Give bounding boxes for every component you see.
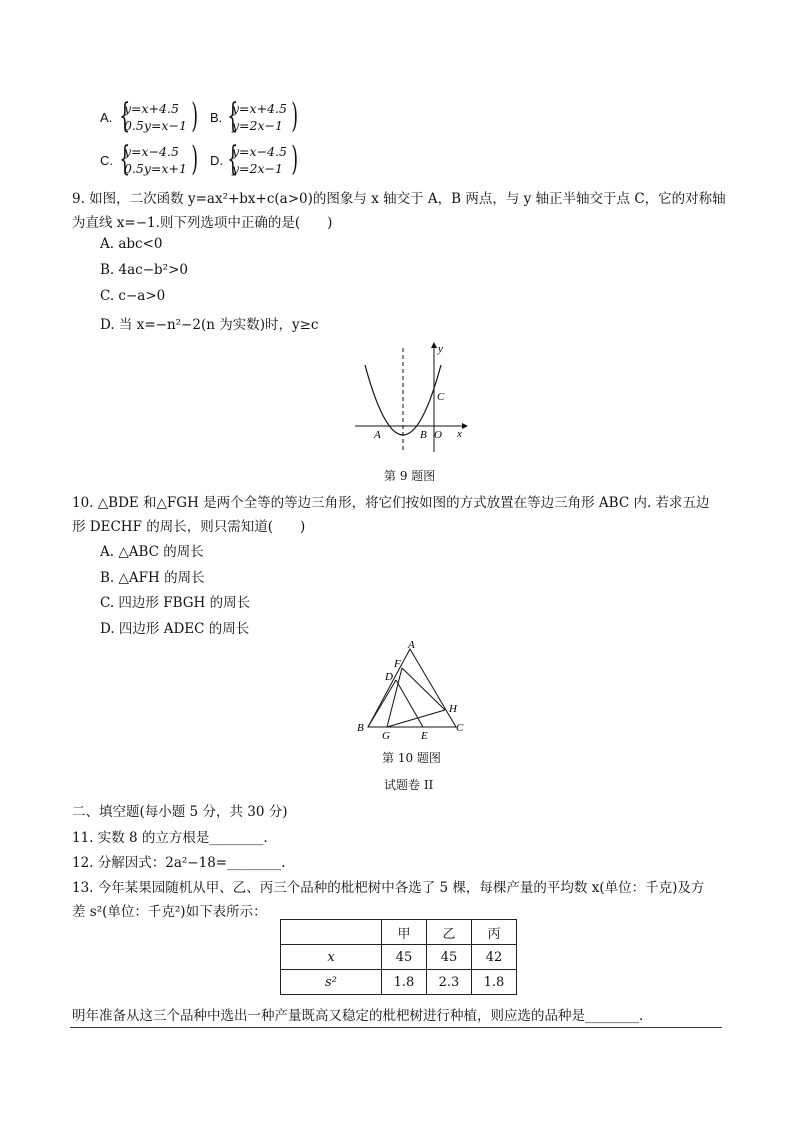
q13-stem-line2: 差 s²(单位：千克²)如下表所示： [72,904,267,920]
q13-data-table [280,919,517,995]
label-g: G [382,730,390,742]
q10-stem-line1: 10. △BDE 和△FGH 是两个全等的等边三角形，将它们按如图的方式放置在等边三角形 ABC 内. 若求五边 [72,495,710,511]
q13-stem-line1: 13. 今年某果园随机从甲、乙、丙三个品种的枇杷树中各选了 5 棵，每棵产量的平均数 x(单位：千克)及方 [72,880,705,896]
label-y: y [438,343,443,355]
table-header-cell [281,920,382,945]
segment-gh [387,710,445,727]
right-paren: ) [291,96,298,136]
table-cell: 45 [427,945,472,970]
q10-option-b: B. △AFH 的周长 [100,570,205,586]
table-cell: s² [281,970,382,995]
section-title: 试题卷 II [384,778,434,792]
q10-option-d: D. 四边形 ADEC 的周长 [100,621,250,637]
q10-option-a: A. △ABC 的周长 [100,544,204,560]
equation: y=x−4.5 [232,144,287,159]
label-b: B [357,722,364,734]
table-cell: 1.8 [472,970,517,995]
table-cell: 42 [472,945,517,970]
equation: y=x+4.5 [232,101,287,116]
table-cell: 45 [382,945,427,970]
equation: y=x+4.5 [124,101,179,116]
equation: 0.5y=x+1 [124,161,187,176]
segment-bd [368,680,396,727]
table-row [281,945,517,970]
q10-option-c: C. 四边形 FBGH 的周长 [100,595,251,611]
right-paren: ) [191,96,198,136]
q10-stem-line2: 形 DECHF 的周长，则只需知道( ) [72,519,306,535]
q12: 12. 分解因式：2a²−18=________. [72,855,286,871]
label-a: A [374,429,381,441]
left-brace: { [227,96,239,136]
equation: y=2x−1 [232,118,283,133]
equation: 0.5y=x−1 [124,118,187,133]
label-b: B [420,429,427,441]
option-letter: B. [210,110,223,125]
q13-stem-line3: 明年准备从这三个品种中选出一种产量既高又稳定的枇杷树进行种植，则应选的品种是________. [72,1008,644,1024]
table-cell: 2.3 [427,970,472,995]
right-paren: ) [191,139,198,179]
table-header-row [281,920,517,945]
label-f: F [394,658,401,670]
left-brace: { [119,139,131,179]
label-e: E [421,730,428,742]
q9-stem-line2: 为直线 x=−1.则下列选项中正确的是( ) [72,215,333,231]
triangle-abc [368,649,456,727]
table-row [281,970,517,995]
x-axis-arrow [462,423,468,429]
q11: 11. 实数 8 的立方根是________. [72,830,268,846]
q9-stem-line1: 9. 如图，二次函数 y=ax²+bx+c(a>0)的图象与 x 轴交于 A，B 两点，与 y 轴正半轴交于点 C，它的对称轴 [72,191,726,207]
option-letter: A. [100,110,113,125]
label-c: C [437,391,445,403]
table-cell: 1.8 [382,970,427,995]
table-cell: x [281,945,382,970]
left-brace: { [227,139,239,179]
table-header-cell: 甲 [382,920,427,945]
segment-fh [402,668,445,710]
table-header-cell: 乙 [427,920,472,945]
option-letter: D. [210,153,223,168]
section2-heading: 二、填空题(每小题 5 分，共 30 分) [72,804,288,820]
q9-parabola-figure [350,340,475,455]
q10-caption: 第 10 题图 [382,751,441,765]
equation: y=2x−1 [232,161,283,176]
label-c: C [456,722,464,734]
q10-triangle-figure [352,638,472,743]
label-o: O [434,429,442,441]
footer-divider [70,1027,722,1028]
q9-option-b: B. 4ac−b²>0 [100,262,188,278]
q9-option-d: D. 当 x=−n²−2(n 为实数)时，y≥c [100,317,319,333]
label-a: A [408,639,415,651]
q9-option-a: A. abc<0 [100,236,163,252]
left-brace: { [119,96,131,136]
table-header-cell: 丙 [472,920,517,945]
equation: y=x−4.5 [124,144,179,159]
q9-option-c: C. c−a>0 [100,288,166,304]
y-axis-arrow [431,342,437,348]
label-d: D [385,671,393,683]
label-x: x [457,428,462,440]
option-letter: C. [100,153,113,168]
label-h: H [449,703,457,715]
right-paren: ) [291,139,298,179]
q9-caption: 第 9 题图 [384,469,436,483]
